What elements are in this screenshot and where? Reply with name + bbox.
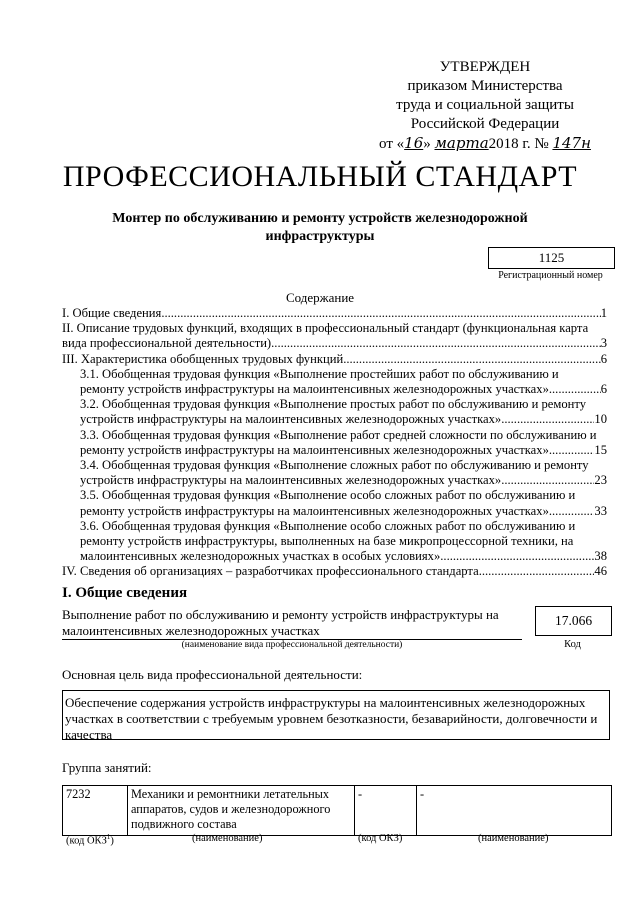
registration-label: Регистрационный номер bbox=[498, 270, 603, 281]
table-of-contents bbox=[62, 306, 607, 580]
toc-item-3-3[interactable]: 3.3. Обобщенная трудовая функция «Выполнение работ средней сложности по обслуживанию и bbox=[80, 427, 597, 442]
approval-order-line bbox=[350, 134, 620, 154]
toc-item-2-page: 3 bbox=[600, 336, 607, 351]
approval-line-4: Российской Федерации bbox=[410, 116, 560, 132]
order-day: 16 bbox=[404, 134, 424, 152]
toc-item-3-6[interactable]: 3.6. Обобщенная трудовая функция «Выполнение особо сложных работ по обслуживанию и bbox=[80, 518, 576, 533]
name-caption-2: (наименование) bbox=[478, 833, 549, 844]
toc-item-3-6-line2: ремонту устройств инфраструктуры, выполненных на базе микропроцессорной техники, на bbox=[80, 534, 574, 549]
order-number: 147н bbox=[552, 134, 591, 152]
order-month: марта bbox=[434, 134, 489, 152]
okz-code-cell: 7232 bbox=[63, 786, 128, 836]
occupation-name-cell: Механики и ремонтники летательных аппаратов, судов и железнодорожного подвижного состава bbox=[128, 786, 355, 836]
work-type-caption: (наименование вида профессиональной деятельности) bbox=[181, 640, 403, 650]
goal-box: Обеспечение содержания устройств инфраструктуры на малоинтенсивных железнодорожных участках в соответствии с требуемым уровнем безотказности, безаварийности, долговечности и качества bbox=[62, 690, 610, 740]
toc-item-3-1[interactable]: 3.1. Обобщенная трудовая функция «Выполнение простейших работ по обслуживанию и bbox=[80, 366, 559, 381]
okz-caption: (код ОКЗ$^1$) bbox=[66, 833, 114, 847]
okz-caption-2: (код ОКЗ) bbox=[358, 833, 403, 844]
approval-line-1: УТВЕРЖДЕН bbox=[439, 59, 531, 75]
approval-line-2: приказом Министерства bbox=[407, 78, 563, 94]
approval-line-3: труда и социальной защиты bbox=[396, 97, 574, 113]
toc-item-4[interactable]: IV. Сведения об организациях – разработчиках профессионального стандарта ..... 46 bbox=[62, 564, 607, 579]
goal-label: Основная цель вида профессиональной деятельности: bbox=[62, 667, 363, 682]
toc-item-3-3-cont: ремонту устройств инфраструктуры на малоинтенсивных железнодорожных участках» bbox=[80, 442, 549, 457]
toc-item-1[interactable]: I. Общие сведения ..... 1 bbox=[62, 306, 607, 321]
standard-name: Монтер по обслуживанию и ремонту устройств железнодорожной инфраструктуры bbox=[112, 211, 528, 244]
group-label: Группа занятий: bbox=[62, 760, 152, 775]
code-caption: Код bbox=[564, 639, 581, 650]
toc-item-3-2[interactable]: 3.2. Обобщенная трудовая функция «Выполнение простых работ по обслуживанию и ремонту bbox=[80, 397, 587, 412]
toc-item-2[interactable]: II. Описание трудовых функций, входящих в профессиональный стандарт (функциональная карта bbox=[62, 321, 589, 336]
toc-item-3-5[interactable]: 3.5. Обобщенная трудовая функция «Выполнение особо сложных работ по обслуживанию и bbox=[80, 488, 576, 503]
order-year: 2018 г. № bbox=[488, 136, 549, 152]
section-heading: I. Общие сведения bbox=[62, 585, 188, 601]
occupations-table bbox=[62, 785, 612, 836]
toc-item-3-6-cont: малоинтенсивных железнодорожных участках в особых условиях» bbox=[80, 549, 441, 564]
toc-item-3-5-page: 33 bbox=[594, 503, 607, 518]
order-mid: » bbox=[423, 136, 435, 152]
toc-item-3-4[interactable]: 3.4. Обобщенная трудовая функция «Выполнение сложных работ по обслуживанию и ремонту bbox=[80, 458, 589, 473]
toc-item-3-3-page: 15 bbox=[594, 442, 607, 457]
toc-item-3-4-page: 23 bbox=[594, 473, 607, 488]
order-prefix: от « bbox=[379, 136, 405, 152]
toc-item-3-1-page: 6 bbox=[600, 382, 607, 397]
toc-item-3-2-cont: устройств инфраструктуры на малоинтенсивных железнодорожных участках» bbox=[80, 412, 502, 427]
toc-item-3-2-page: 10 bbox=[594, 412, 607, 427]
approval-block bbox=[350, 58, 620, 154]
toc-item-3-5-cont: ремонту устройств инфраструктуры на малоинтенсивных железнодорожных участках» bbox=[80, 503, 549, 518]
toc-item-2-cont: вида профессиональной деятельности) bbox=[62, 336, 272, 351]
registration-number: 1125 bbox=[488, 247, 615, 269]
name-caption: (наименование) bbox=[192, 833, 263, 844]
okz-code-cell-2: - bbox=[355, 786, 417, 836]
toc-item-3-4-cont: устройств инфраструктуры на малоинтенсивных железнодорожных участках» bbox=[80, 473, 502, 488]
toc-item-3[interactable]: III. Характеристика обобщенных трудовых функций ..... 6 bbox=[62, 352, 607, 367]
occupation-name-cell-2: - bbox=[417, 786, 612, 836]
toc-item-3-1-cont: ремонту устройств инфраструктуры на малоинтенсивных железнодорожных участках» bbox=[80, 382, 549, 397]
page-title: ПРОФЕССИОНАЛЬНЫЙ СТАНДАРТ bbox=[62, 160, 578, 193]
work-type-name: Выполнение работ по обслуживанию и ремонту устройств инфраструктуры на малоинтенсивных железнодорожных участках bbox=[62, 607, 522, 640]
work-type-code: 17.066 bbox=[535, 606, 612, 636]
toc-heading: Содержание bbox=[285, 290, 355, 305]
toc-item-3-6-page: 38 bbox=[594, 549, 607, 564]
table-row bbox=[63, 786, 612, 836]
